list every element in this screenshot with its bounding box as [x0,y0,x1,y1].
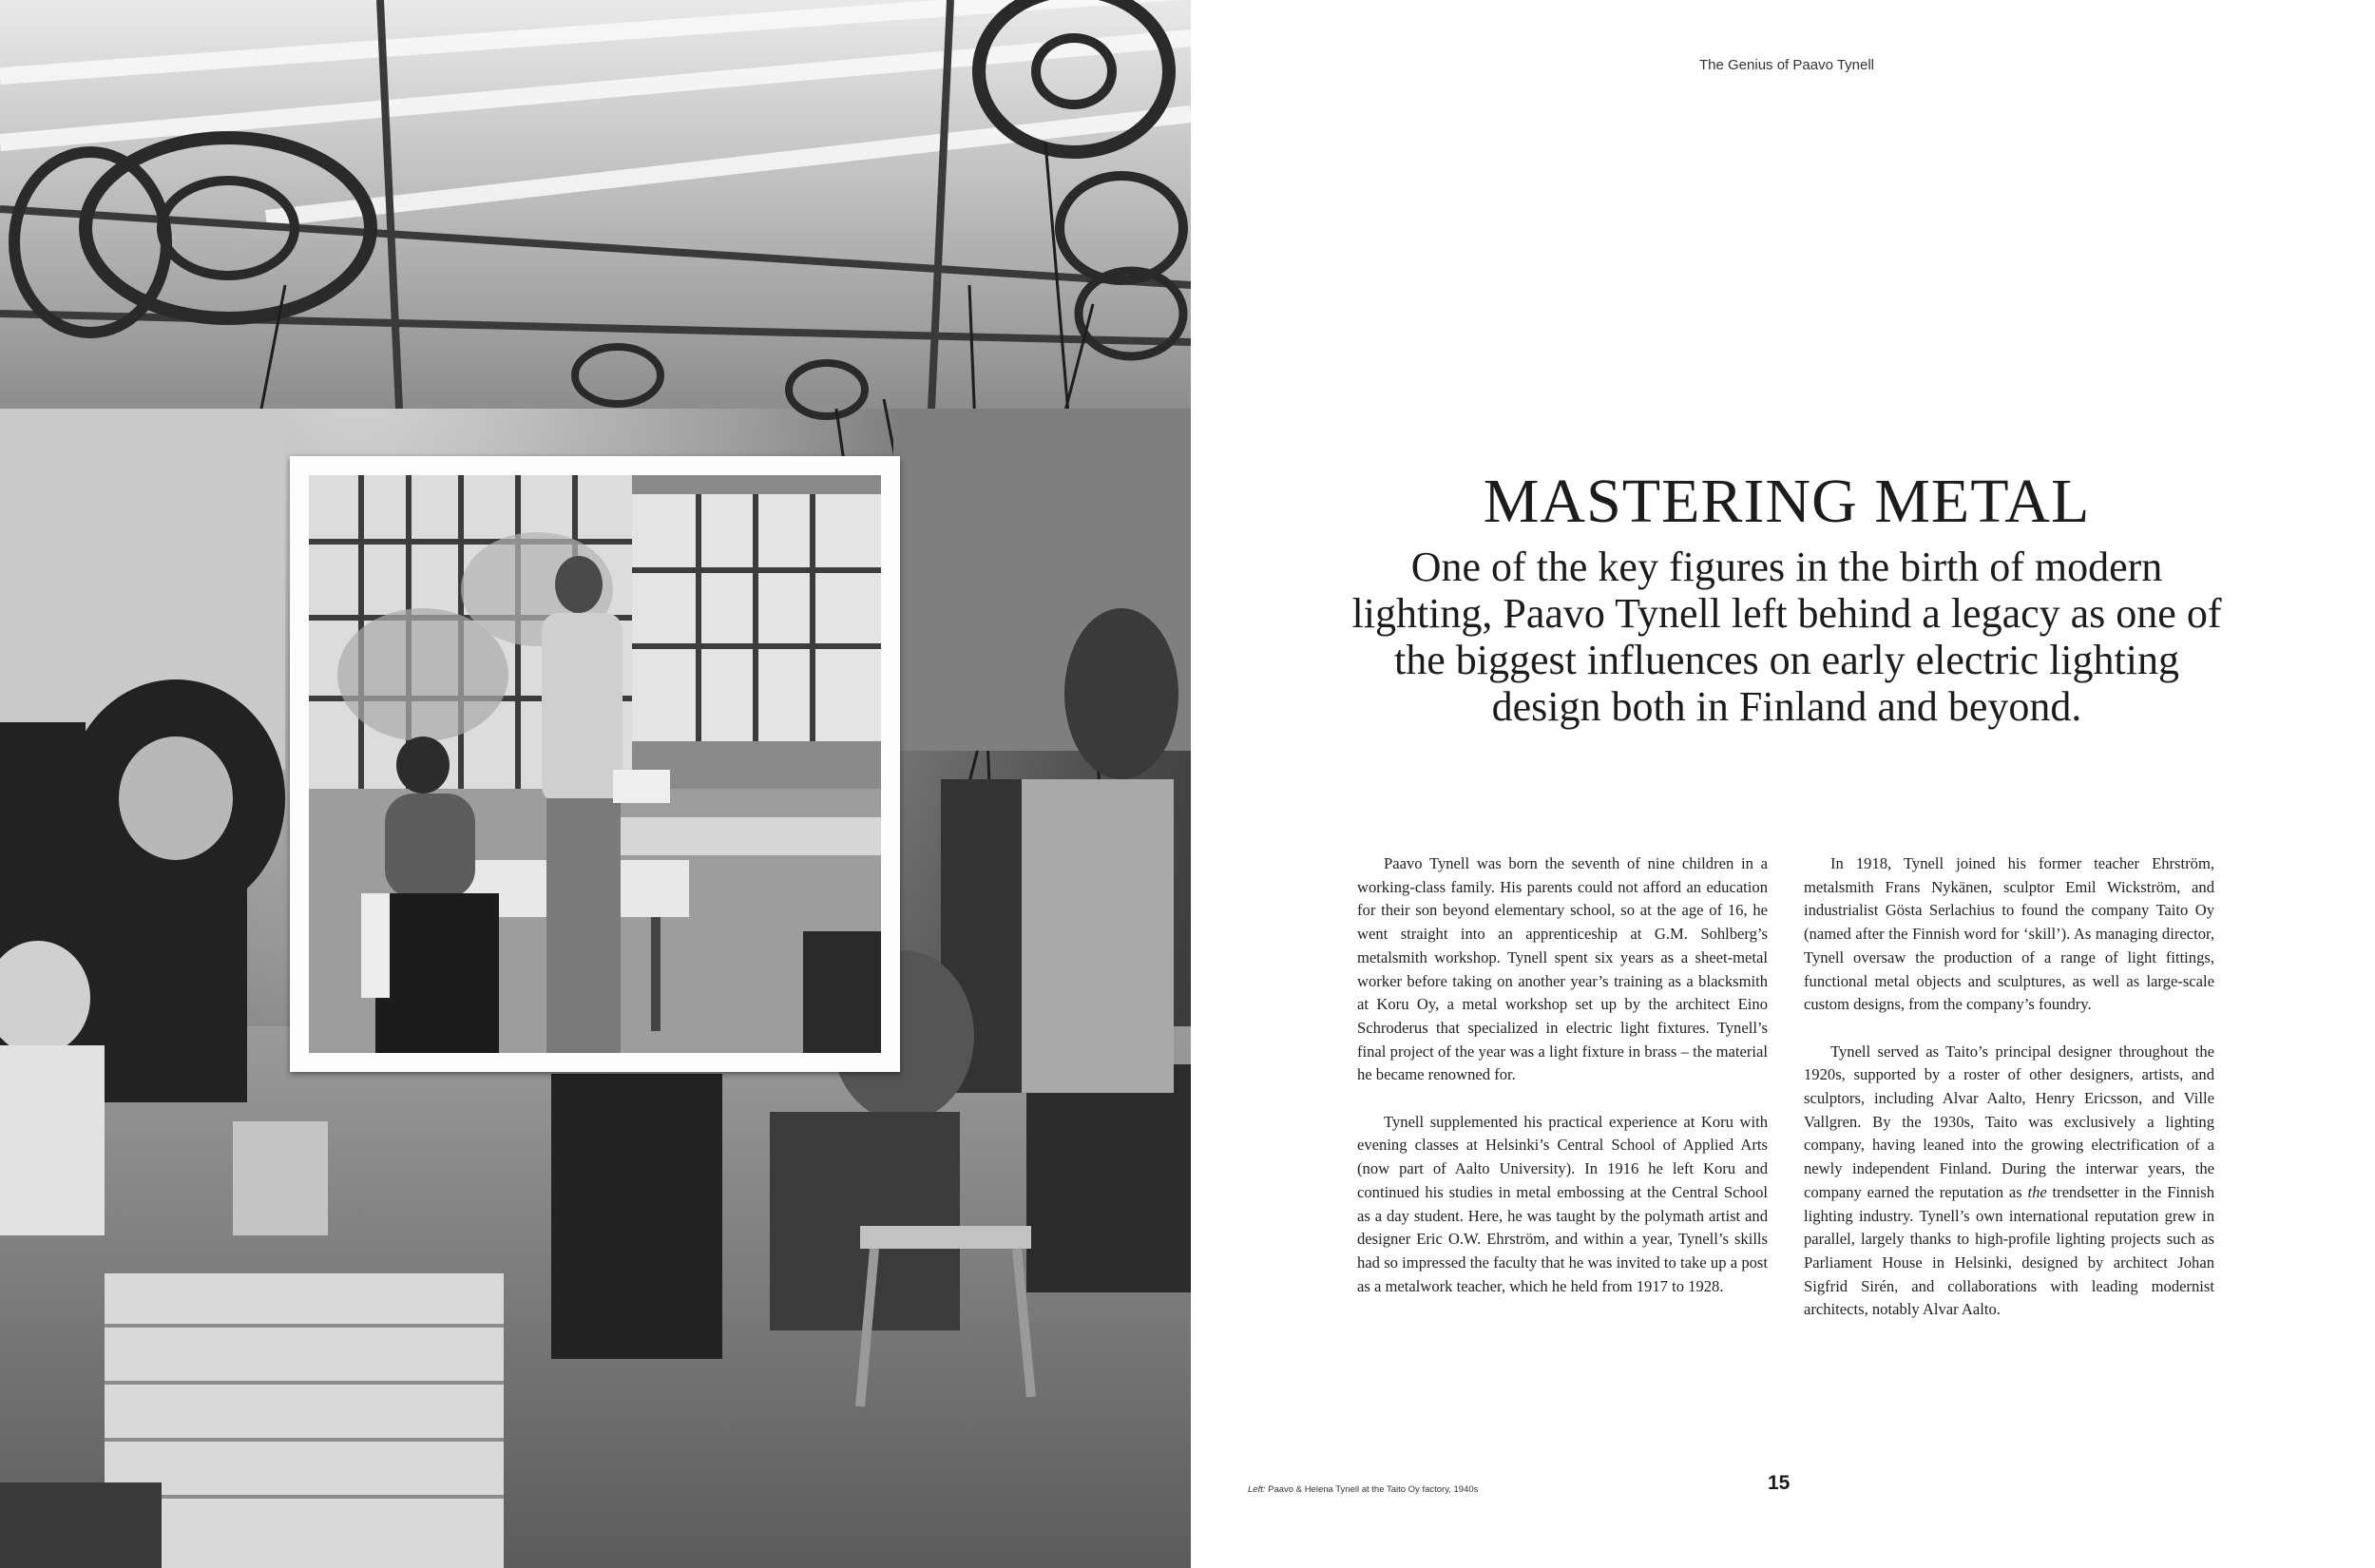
workshop-photo [309,475,881,1053]
emphasis-text: the [2027,1182,2047,1201]
inset-photo-frame [290,456,900,1072]
caption-label: Left: [1248,1484,1266,1495]
page-title: MASTERING METAL [1483,467,2091,536]
running-head: The Genius of Paavo Tynell [1699,57,1874,73]
text-column-right [1804,852,2214,1346]
body-text: Tynell served as Taito’s principal designer throughout the 1920s, supported by a roster of other designers, artists, and sculptors, including Alvar Aalto, Henry Ericsson, and Ville Vallgren. By the 1930s, Taito was exclusively a lighting company, having leaned into the growing electrification of a newly independent Finland. During the interwar years, the company earned the reputation as [1804,1042,2214,1201]
body-paragraph: Tynell supplemented his practical experience at Koru with evening classes at Helsinki’s Central School of Applied Arts (now part of Aalto University). In 1916 he left Koru and continued his studies in metal embossing at the Central School as a day student. Here, he was taught by the polymath artist and designer Eric O.W. Ehrström, and within a year, Tynell’s skills had so impressed the faculty that he was invited to take up a post as a metalwork teacher, which he held from 1917 to 1928. [1357,1112,1768,1295]
body-text: trendsetter in the Finnish lighting industry. Tynell’s own international reputation grew in parallel, largely thanks to high-profile lighting projects such as Parliament House in Helsinki, designed by architect Johan Sigfrid Sirén, and collaborations with leading modernist architects, notably Alvar Aalto. [1804,1182,2214,1319]
body-paragraph: Paavo Tynell was born the seventh of nine children in a working-class family. His parents could not afford an education for their son beyond elementary school, so at the age of 16, he went straight into an apprenticeship at G.M. Sohlberg’s metalsmith workshop. Tynell spent six years as a sheet-metal worker before taking on another year’s training as a blacksmith at Koru Oy, a metal workshop set up by the architect Eino Schroderus that specialized in electric light fixtures. Tynell’s final project of the year was a light fixture in brass – the material he became renowned for. [1357,854,1768,1084]
standfirst: One of the key figures in the birth of modern lighting, Paavo Tynell left behind a legacy as one of the biggest influences on early electric lighting design both in Finland and beyond. [1351,544,2222,730]
page-number: 15 [1768,1472,1791,1494]
caption-text: Paavo & Helena Tynell at the Taito Oy factory, 1940s [1265,1484,1479,1495]
text-column-left [1357,852,1768,1322]
body-paragraph: In 1918, Tynell joined his former teacher Ehrström, metalsmith Frans Nykänen, sculptor Emil Wickström, and industrialist Gösta Serlachius to found the company Taito Oy (named after the Finnish word for ‘skill’). As managing director, Tynell oversaw the production of a range of light fittings, functional metal objects and sculptures, as well as large-scale custom designs, from the company’s foundry. [1804,854,2214,1014]
workshop-photo-icon [309,475,881,1053]
photo-caption [1248,1484,1478,1495]
body-paragraph [1804,1041,2214,1322]
